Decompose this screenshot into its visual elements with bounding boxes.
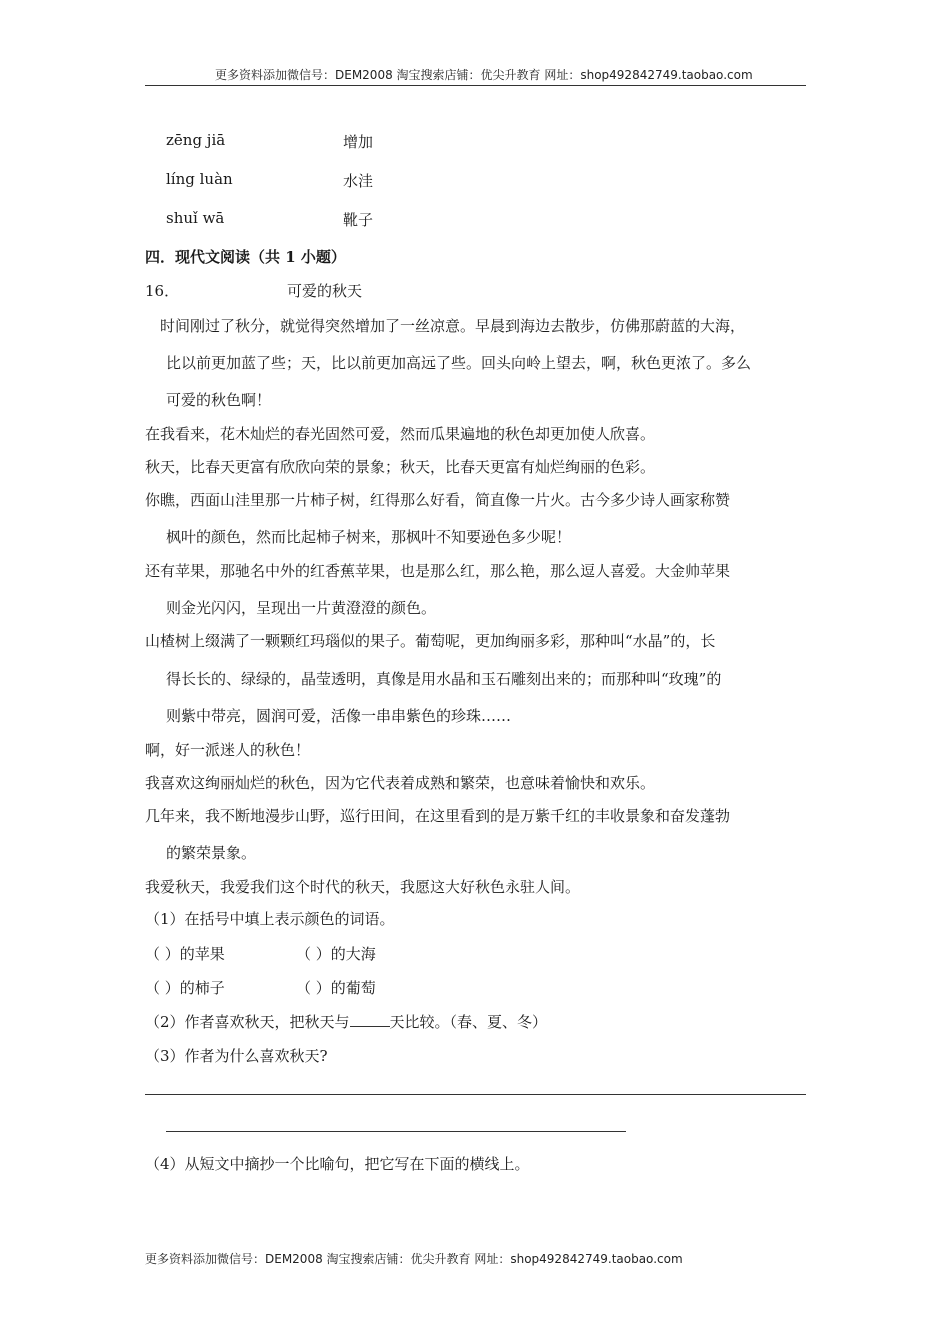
passage-line: 的繁荣景象。 xyxy=(166,844,257,862)
sub-question-2 xyxy=(145,1011,547,1032)
passage-line: 几年来，我不断地漫步山野，巡行田间，在这里看到的是万紫千红的丰收景象和奋发蓬勃 xyxy=(145,807,731,825)
passage-line: 我喜欢这绚丽灿烂的秋色，因为它代表着成熟和繁荣，也意味着愉快和欢乐。 xyxy=(145,774,656,792)
sub-question-3: （3）作者为什么喜欢秋天? xyxy=(145,1047,328,1065)
header-rule xyxy=(145,85,806,86)
passage-line: 则金光闪闪，呈现出一片黄澄澄的颜色。 xyxy=(166,599,437,617)
blank-grape: （ ）的葡萄 xyxy=(296,979,376,997)
blank-apple: （ ）的苹果 xyxy=(145,945,225,963)
answer-line xyxy=(145,1094,806,1095)
passage-line: 枫叶的颜色，然而比起柿子树来，那枫叶不知要逊色多少呢！ xyxy=(166,528,572,546)
passage-line: 山楂树上缀满了一颗颗红玛瑙似的果子。葡萄呢，更加绚丽多彩，那种叫“水晶”的，长 xyxy=(145,632,716,650)
pinyin-word-2: 水洼 xyxy=(343,172,374,190)
passage-line: 在我看来，花木灿烂的春光固然可爱，然而瓜果遍地的秋色却更加使人欣喜。 xyxy=(145,425,656,443)
pinyin-word-3: 靴子 xyxy=(343,211,374,229)
answer-blank xyxy=(350,1012,390,1027)
pinyin-2: líng luàn xyxy=(166,170,233,188)
sub-question-4: （4）从短文中摘抄一个比喻句，把它写在下面的横线上。 xyxy=(145,1155,530,1173)
passage-line: 比以前更加蓝了些；天，比以前更加高远了些。回头向岭上望去，啊，秋色更浓了。多么 xyxy=(166,354,752,372)
page-footer: 更多资料添加微信号：DEM2008 淘宝搜索店铺：优尖升教育 网址：shop492842749.taobao.com xyxy=(145,1252,683,1266)
pinyin-1: zēng jiā xyxy=(166,131,226,149)
sub-question-2-suffix: 天比较。（春、夏、冬） xyxy=(389,1013,548,1031)
question-number: 16． xyxy=(145,282,180,300)
passage-line: 则紫中带亮，圆润可爱，活像一串串紫色的珍珠…… xyxy=(166,707,512,725)
sub-question-1: （1）在括号中填上表示颜色的词语。 xyxy=(145,910,395,928)
passage-line: 时间刚过了秋分，就觉得突然增加了一丝凉意。早晨到海边去散步，仿佛那蔚蓝的大海， xyxy=(160,317,746,335)
section-title: 四．现代文阅读（共 1 小题） xyxy=(145,248,346,266)
passage-title: 可爱的秋天 xyxy=(287,282,363,300)
pinyin-3: shuǐ wā xyxy=(166,209,225,227)
page-header: 更多资料添加微信号：DEM2008 淘宝搜索店铺：优尖升教育 网址：shop492842749.taobao.com xyxy=(215,68,753,82)
passage-line: 可爱的秋色啊！ xyxy=(166,391,272,409)
pinyin-word-1: 增加 xyxy=(343,133,374,151)
passage-line: 你瞧，西面山洼里那一片柿子树，红得那么好看，简直像一片火。古今多少诗人画家称赞 xyxy=(145,491,731,509)
blank-persimmon: （ ）的柿子 xyxy=(145,979,225,997)
blank-sea: （ ）的大海 xyxy=(296,945,376,963)
passage-line: 我爱秋天，我爱我们这个时代的秋天，我愿这大好秋色永驻人间。 xyxy=(145,878,581,896)
passage-line: 秋天，比春天更富有欣欣向荣的景象；秋天，比春天更富有灿烂绚丽的色彩。 xyxy=(145,458,656,476)
sub-question-2-prefix: （2）作者喜欢秋天，把秋天与 xyxy=(145,1013,350,1031)
passage-line: 啊，好一派迷人的秋色！ xyxy=(145,741,311,759)
passage-line: 还有苹果，那驰名中外的红香蕉苹果，也是那么红，那么艳，那么逗人喜爱。大金帅苹果 xyxy=(145,562,731,580)
passage-line: 得长长的、绿绿的，晶莹透明，真像是用水晶和玉石雕刻出来的；而那种叫“玫瑰”的 xyxy=(166,670,722,688)
answer-line xyxy=(166,1131,626,1132)
